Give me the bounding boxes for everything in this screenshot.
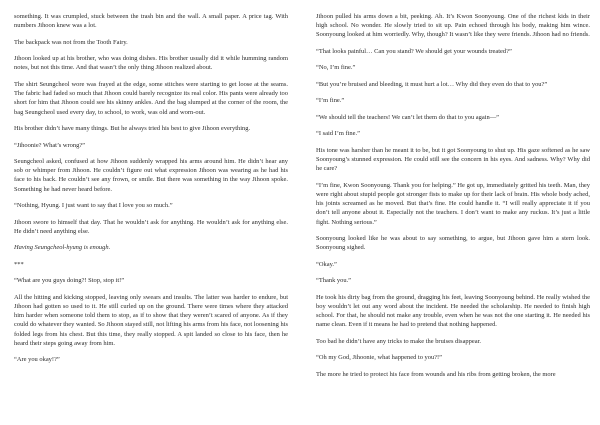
paragraph: “Nothing, Hyung. I just want to say that I love you so much.” (14, 202, 173, 210)
paragraph: “We should tell the teachers! We can’t let them do that to you again—” (316, 113, 500, 121)
paragraph: He took his dirty bag from the ground, dragging his feet, leaving Soonyoung behind. He really wished the boy wouldn’t let out any word about the incident. He needed the scholarship. He needed to finish high school. For that, he should not make any trouble, even when he was not the one starting it. He needed his name clean. Even if it means he had to pretend that nothing happened. (316, 293, 590, 329)
paragraph: “No, I’m fine.” (316, 64, 356, 72)
paragraph: *** (14, 260, 24, 268)
paragraph: “I’m fine.” (316, 97, 345, 105)
paragraph: Jihoon swore to himself that day. That he wouldn’t ask for anything. He wouldn’t ask for anything else. He didn’t need anything else. (14, 218, 288, 235)
paragraph: The shirt Seungcheol wore was frayed at the edge, some stitches were starting to get loose at the seams. The fabric had faded so much that Jihoon could barely recognize its real color. His pants were already too short for him that Jihoon could see his skinny ankles. And the bag slumped at the corner of the room, the bag Seungcheol used every day, to school, to work, was old and worn-out. (14, 80, 288, 116)
paragraph: “I’m fine, Kwon Soonyoung. Thank you for helping.” He got up, immediately gritted his teeth. Man, they were right about stupid people got stronger fists to make up for their lack of brain. His whole body ached, his joints screamed as he moved. But that’s fine. He could handle it. “I will really appreciate it if you don’t tell anyone about it. Especially not the teachers. I don’t want to make any ruckus. It’s just a little fight. Nothing serious.” (316, 181, 590, 226)
paragraph: “But you’re bruised and bleeding, it must hurt a lot… Why did they even do that to you?” (316, 80, 548, 88)
paragraph: “What are you guys doing?! Stop, stop it!” (14, 277, 125, 285)
left-column (14, 12, 288, 365)
paragraph: “Oh my God, Jihoonie, what happened to you?!” (316, 354, 443, 362)
paragraph: Too bad he didn’t have any tricks to make the bruises disappear. (316, 337, 481, 345)
paragraph: Jihoon looked up at his brother, who was doing dishes. His brother usually did it while humming random notes, but not this time. And that wasn’t the only thing Jihoon realized about. (14, 55, 288, 72)
paragraph: “I said I’m fine.” (316, 130, 360, 138)
paragraph: The backpack was not from the Tooth Fairy. (14, 38, 128, 46)
paragraph: Seungcheol asked, confused at how Jihoon suddenly wrapped his arms around him. He didn’t hear any sob or whimper from Jihoon. He couldn’t figure out what expression Jihoon was wearing as he had his face to his back. He couldn’t see any frown, or smile. But there was something in the way Jihoon spoke. Something he had never heard before. (14, 158, 288, 193)
paragraph: “Jihoonie? What’s wrong?” (14, 141, 86, 149)
paragraph: Having Seungcheol-hyung is enough. (14, 244, 111, 252)
right-column (316, 12, 590, 379)
paragraph: something. It was crumpled, stuck between the trash bin and the wall. A small paper. A price tag. With numbers Jihoon knew was a lot. (14, 13, 288, 30)
paragraph: His brother didn’t have many things. But he always tried his best to give Jihoon everything. (14, 125, 251, 133)
paragraph: Soonyoung looked like he was about to say something, to argue, but Jihoon gave him a stern look. Soonyoung sighed. (316, 235, 590, 252)
paragraph: The more he tried to protect his face from wounds and his ribs from getting broken, the more (316, 370, 556, 378)
paragraph: Jihoon pulled his arms down a bit, peeking. Ah. It’s Kwon Soonyoung. One of the richest kids in their high school. No wonder. He slowly tried to sit up. Pain echoed through his body, making him wince. Soonyoung looked at him worriedly. Why, though? It wasn’t like they were friends. Jihoon had no friends. (316, 13, 590, 39)
paragraph: His tone was harsher than he meant it to be, but it got Soonyoung to shut up. His gaze softened as he saw Soonyoung’s stunned expression. He could still see the concern in his eyes. And sadness. Why? Why did he care? (316, 146, 590, 173)
paragraph: All the hitting and kicking stopped, leaving only swears and insults. The latter was harder to endure, but Jihoon had gotten so used to it. He still curled up on the ground. There were times where they attacked him harder when someone told them to stop, as if to show that they weren’t scared of anyone. As if they could do whatever they wanted. So Jihoon stayed still, not lifting his arms from his face, not loosening his folded legs from his chest. But this time, they really stopped. A spit landed so close to his face, then he heard their steps going away from him. (14, 293, 288, 347)
paragraph: “Okay.” (316, 260, 337, 268)
paragraph: “Are you okay!?” (14, 356, 60, 364)
paragraph: “That looks painful… Can you stand? We should get your wounds treated?” (316, 47, 512, 55)
paragraph: “Thank you.” (316, 277, 352, 285)
